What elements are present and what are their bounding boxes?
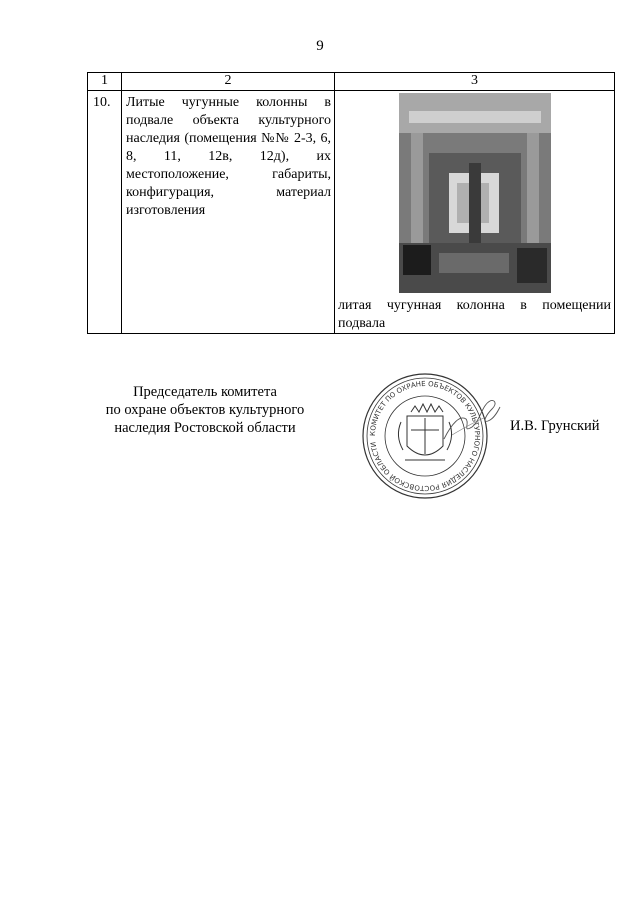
row-number: 10. <box>93 95 111 110</box>
row-photo-cell <box>335 91 615 334</box>
page-number: 9 <box>316 38 324 54</box>
signatory-title-line-2: по охране объектов культурного <box>105 402 305 418</box>
column-header-2: 2 <box>122 73 335 91</box>
objects-table <box>87 72 615 334</box>
row-description: Литые чугунные колонны в подвале объекта культурного наследия (помещения №№ 2-3, 6, 8, 11, 12в, 12д), их местоположение, габариты, конфигурация, материал изготовления <box>126 95 331 218</box>
row-number-cell <box>88 91 122 334</box>
signatory-title-line-1: Председатель комитета <box>133 384 277 400</box>
photo-caption: литая чугунная колонна в помещении подвала <box>338 298 611 331</box>
column-header-1: 1 <box>88 73 122 91</box>
seal-ring-text: КОМИТЕТ ПО ОХРАНЕ ОБЪЕКТОВ КУЛЬТУРНОГО НАСЛЕДИЯ РОСТОВСКОЙ ОБЛАСТИ <box>368 379 482 493</box>
signatory-title <box>80 383 330 437</box>
column-header-3: 3 <box>335 73 615 91</box>
handwritten-signature <box>442 393 502 443</box>
table-header-row <box>88 73 615 91</box>
row-description-cell <box>122 91 335 334</box>
signer-name: И.В. Грунский <box>510 418 600 434</box>
table-row <box>88 91 615 334</box>
signatory-title-line-3: наследия Ростовской области <box>114 420 296 436</box>
basement-column-photo <box>399 93 551 293</box>
